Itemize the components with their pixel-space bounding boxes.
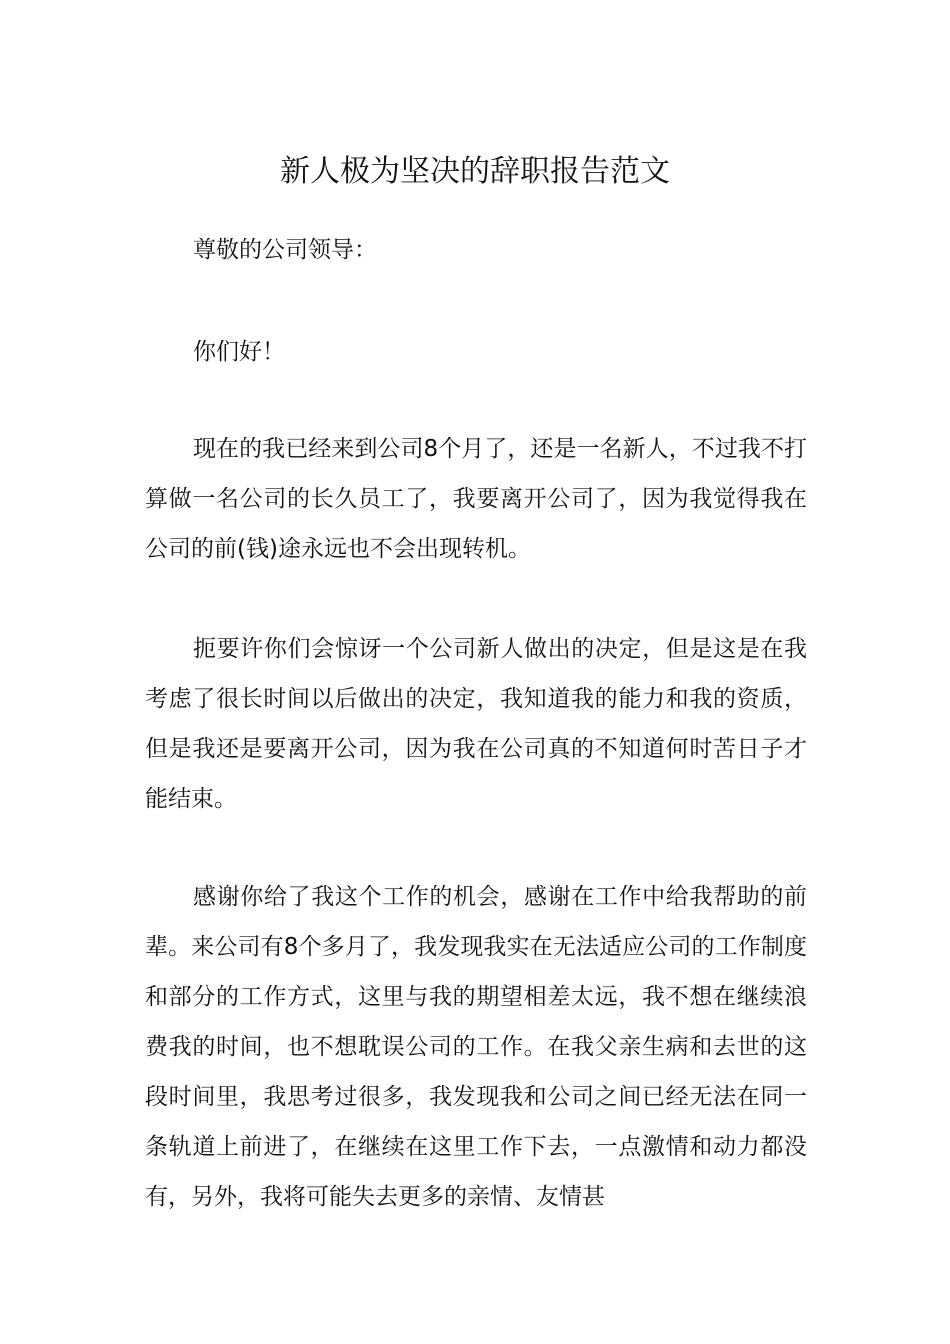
salutation: 尊敬的公司领导：: [193, 237, 377, 263]
body-paragraph: 扼要许你们会惊讶一个公司新人做出的决定，但是这是在我考虑了很长时间以后做出的决定，我知道我的能力和我的资质，但是我还是要离开公司，因为我在公司真的不知道何时苦日子才能结束。: [145, 636, 807, 812]
greeting: 你们好！: [193, 339, 285, 365]
body-paragraph: 现在的我已经来到公司8个月了，还是一名新人，不过我不打算做一名公司的长久员工了，我要离开公司了，因为我觉得我在公司的前(钱)途永远也不会出现转机。: [145, 436, 807, 562]
body-paragraph: 感谢你给了我这个工作的机会，感谢在工作中给我帮助的前辈。来公司有8个多月了，我发现我实在无法适应公司的工作制度和部分的工作方式，这里与我的期望相差太远，我不想在继续浪费我的时间，也不想耽误公司的工作。在我父亲生病和去世的这段时间里，我思考过很多，我发现我和公司之间已经无法在同一条轨道上前进了，在继续在这里工作下去，一点激情和动力都没有，另外，我将可能失去更多的亲情、友情甚: [145, 884, 807, 1210]
document-title: 新人极为坚决的辞职报告范文: [280, 154, 670, 190]
